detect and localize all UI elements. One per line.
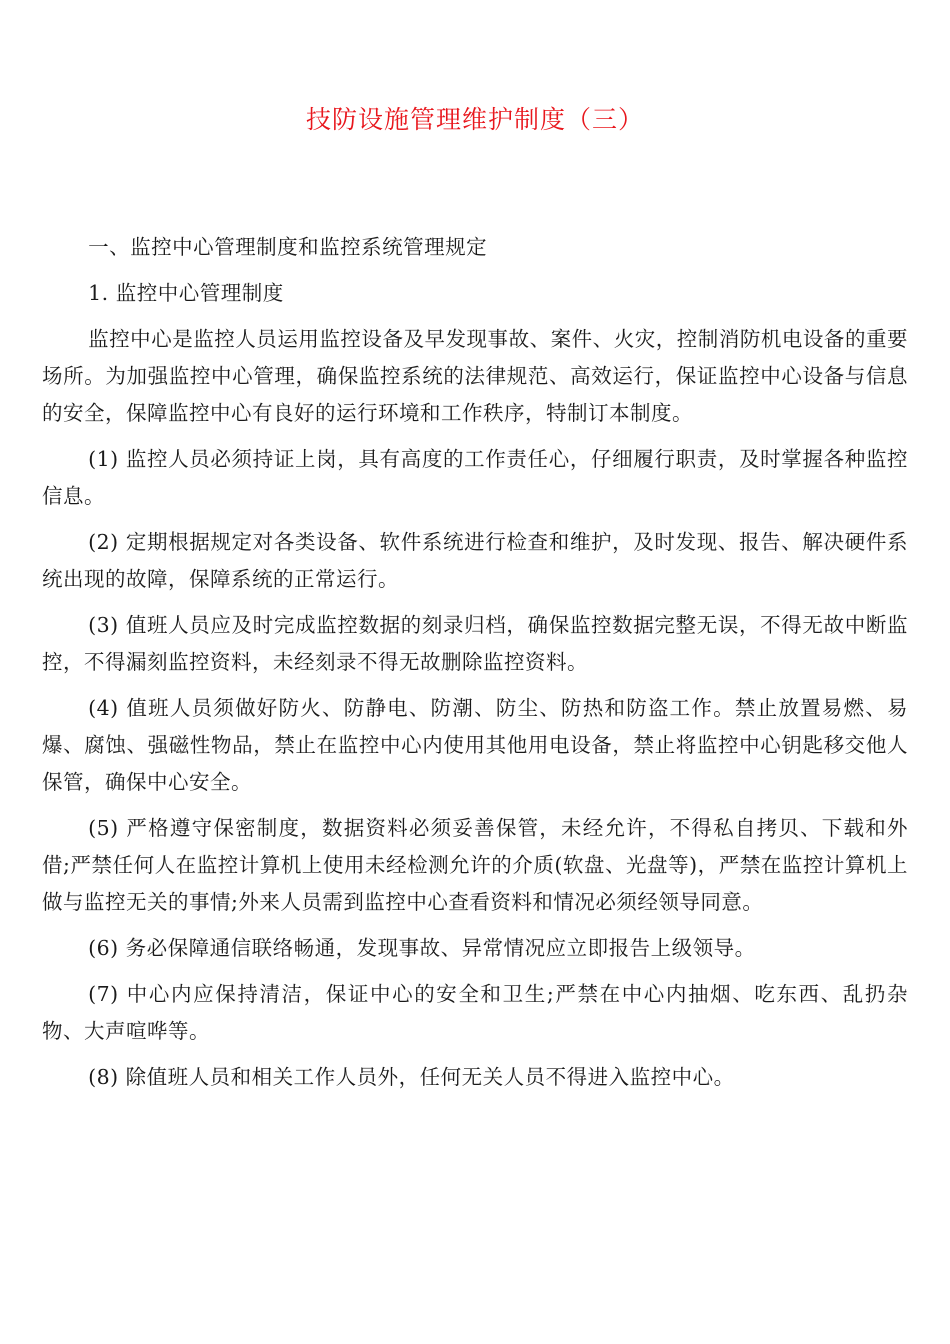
rule-paragraph-4: (4) 值班人员须做好防火、防静电、防潮、防尘、防热和防盗工作。禁止放置易燃、易爆、腐蚀、强磁性物品，禁止在监控中心内使用其他用电设备，禁止将监控中心钥匙移交他人保管，确保中心安全。 — [42, 696, 908, 794]
rule-paragraph-3: (3) 值班人员应及时完成监控数据的刻录归档，确保监控数据完整无误，不得无故中断监控，不得漏刻监控资料，未经刻录不得无故删除监控资料。 — [42, 613, 908, 674]
section-heading: 一、监控中心管理制度和监控系统管理规定 — [88, 235, 488, 259]
subsection-heading: 1. 监控中心管理制度 — [88, 281, 284, 305]
rule-paragraph-8: (8) 除值班人员和相关工作人员外，任何无关人员不得进入监控中心。 — [88, 1065, 735, 1089]
rule-paragraph-5: (5) 严格遵守保密制度，数据资料必须妥善保管，未经允许，不得私自拷贝、下载和外借;严禁任何人在监控计算机上使用未经检测允许的介质(软盘、光盘等)，严禁在监控计算机上做与监控无关的事情;外来人员需到监控中心查看资料和情况必须经领导同意。 — [42, 816, 908, 914]
rule-paragraph-1: (1) 监控人员必须持证上岗，具有高度的工作责任心，仔细履行职责，及时掌握各种监控信息。 — [42, 447, 908, 508]
document-title: 技防设施管理维护制度（三） — [305, 105, 644, 134]
document-body — [42, 229, 908, 1105]
intro-paragraph: 监控中心是监控人员运用监控设备及早发现事故、案件、火灾，控制消防机电设备的重要场所。为加强监控中心管理，确保监控系统的法律规范、高效运行，保证监控中心设备与信息的安全，保障监控中心有良好的运行环境和工作秩序，特制订本制度。 — [42, 327, 908, 425]
rule-paragraph-6: (6) 务必保障通信联络畅通，发现事故、异常情况应立即报告上级领导。 — [88, 936, 756, 960]
rule-paragraph-2: (2) 定期根据规定对各类设备、软件系统进行检查和维护，及时发现、报告、解决硬件系统出现的故障，保障系统的正常运行。 — [42, 530, 908, 591]
rule-paragraph-7: (7) 中心内应保持清洁，保证中心的安全和卫生;严禁在中心内抽烟、吃东西、乱扔杂物、大声喧哗等。 — [42, 982, 908, 1043]
